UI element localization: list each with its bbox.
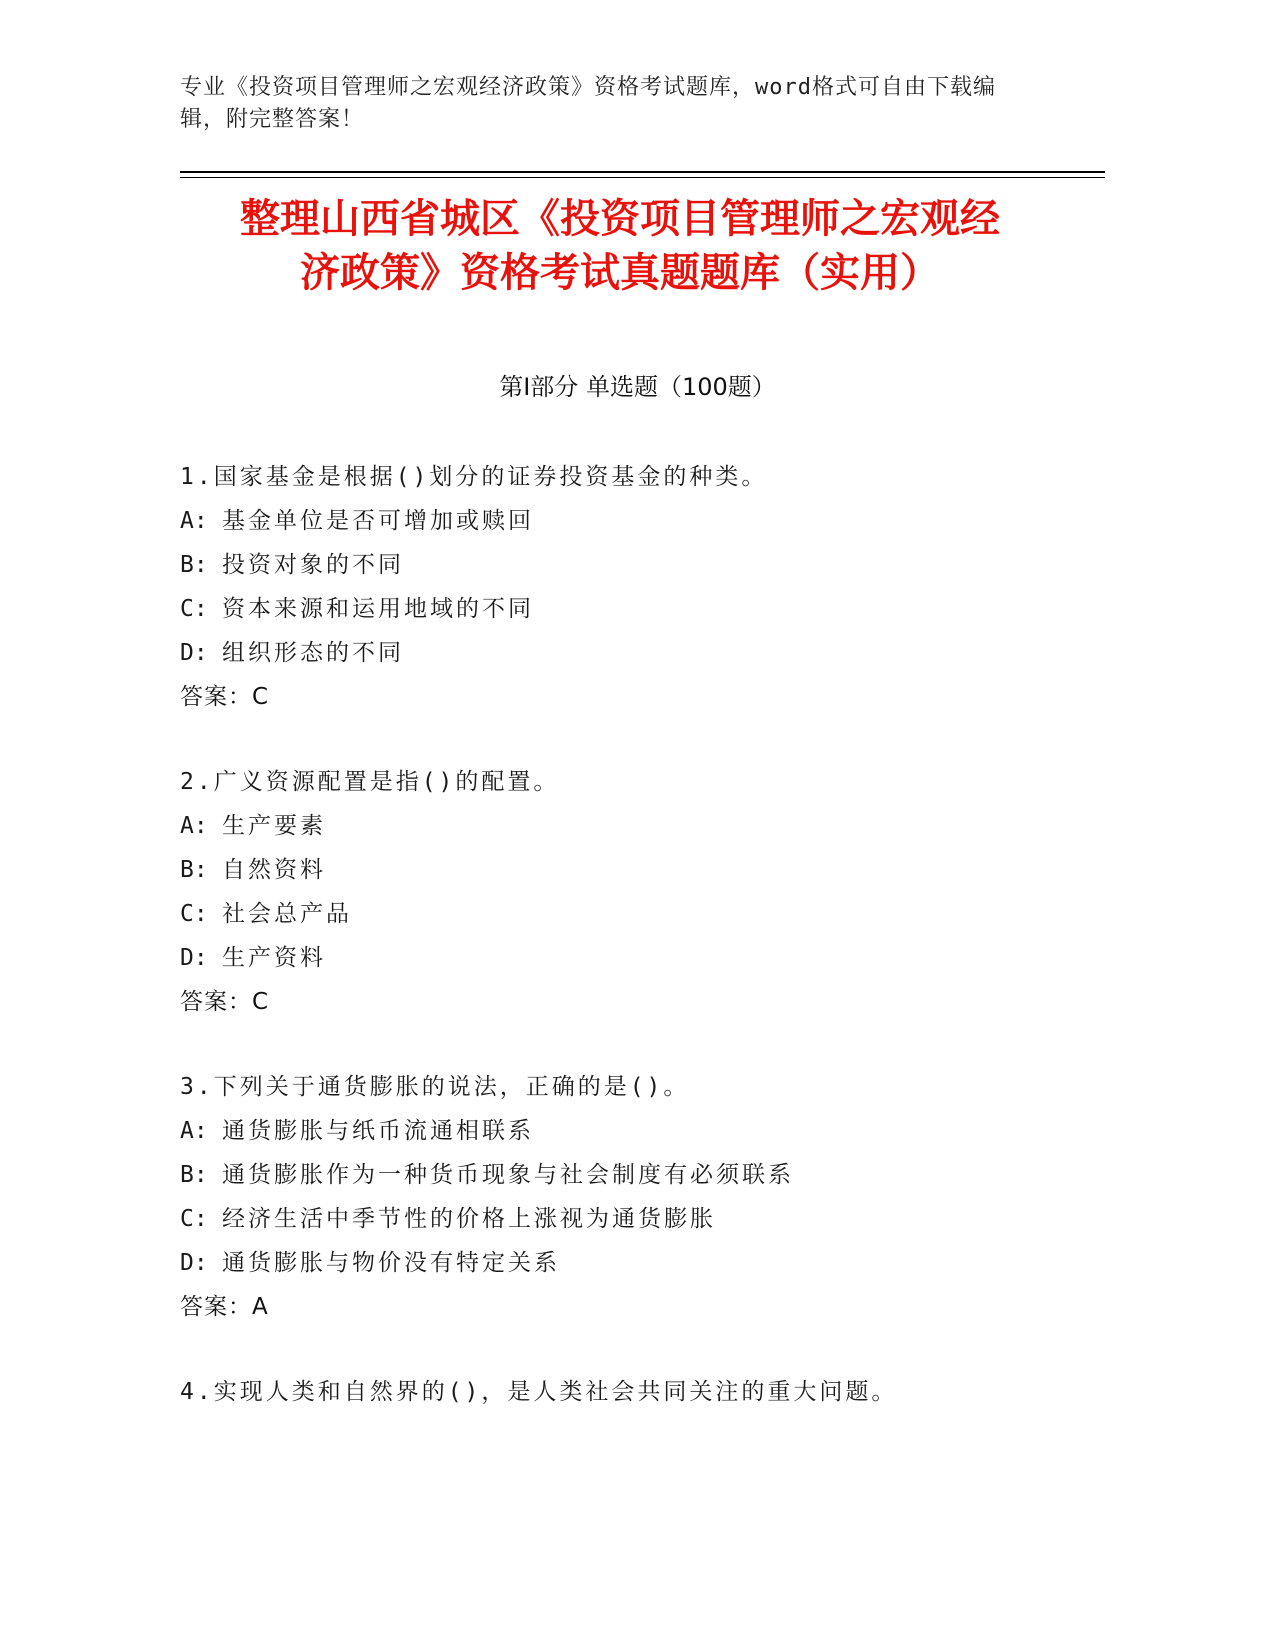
title-line-1: 整理山西省城区《投资项目管理师之宏观经 bbox=[240, 196, 1000, 242]
option-text: 通货膨胀与物价没有特定关系 bbox=[222, 1250, 560, 1276]
option-a bbox=[180, 1109, 1100, 1153]
question-stem: 3.下列关于通货膨胀的说法，正确的是()。 bbox=[180, 1074, 690, 1100]
option-text: 基金单位是否可增加或赎回 bbox=[222, 508, 534, 534]
option-c bbox=[180, 587, 1100, 631]
option-d bbox=[180, 1241, 1100, 1285]
option-b bbox=[180, 1153, 1100, 1197]
option-prefix: D: bbox=[180, 640, 208, 666]
question-stem: 4.实现人类和自然界的()，是人类社会共同关注的重大问题。 bbox=[180, 1379, 898, 1405]
header-rule-thin bbox=[180, 177, 1105, 178]
title-line-2: 济政策》资格考试真题题库（实用） bbox=[300, 250, 940, 296]
option-d bbox=[180, 631, 1100, 675]
option-b bbox=[180, 848, 1100, 892]
option-text: 组织形态的不同 bbox=[222, 640, 404, 666]
answer-line: 答案：A bbox=[180, 1294, 269, 1320]
option-prefix: A: bbox=[180, 813, 208, 839]
option-prefix: C: bbox=[180, 1206, 208, 1232]
option-d bbox=[180, 936, 1100, 980]
option-a bbox=[180, 804, 1100, 848]
option-text: 经济生活中季节性的价格上涨视为通货膨胀 bbox=[222, 1206, 716, 1232]
option-text: 通货膨胀作为一种货币现象与社会制度有必须联系 bbox=[222, 1162, 794, 1188]
option-a bbox=[180, 499, 1100, 543]
option-prefix: C: bbox=[180, 901, 208, 927]
question-list bbox=[180, 455, 1100, 1455]
option-text: 自然资料 bbox=[222, 857, 326, 883]
answer-line: 答案：C bbox=[180, 989, 270, 1015]
question-3 bbox=[180, 1065, 1100, 1329]
option-c bbox=[180, 892, 1100, 936]
question-stem: 1.国家基金是根据()划分的证券投资基金的种类。 bbox=[180, 464, 768, 490]
option-prefix: C: bbox=[180, 596, 208, 622]
section-title: 第Ⅰ部分 单选题（100题） bbox=[499, 373, 776, 401]
question-stem: 2.广义资源配置是指()的配置。 bbox=[180, 769, 560, 795]
option-prefix: A: bbox=[180, 1118, 208, 1144]
question-2 bbox=[180, 760, 1100, 1024]
document-title bbox=[180, 192, 1060, 300]
header-rule-thick bbox=[180, 171, 1105, 173]
option-text: 投资对象的不同 bbox=[222, 552, 404, 578]
option-text: 社会总产品 bbox=[222, 901, 352, 927]
option-prefix: B: bbox=[180, 552, 208, 578]
option-text: 资本来源和运用地域的不同 bbox=[222, 596, 534, 622]
option-c bbox=[180, 1197, 1100, 1241]
answer-line: 答案：C bbox=[180, 684, 270, 710]
header-note: 专业《投资项目管理师之宏观经济政策》资格考试题库，word格式可自由下载编辑，附完整答案！ bbox=[180, 75, 996, 132]
option-text: 通货膨胀与纸币流通相联系 bbox=[222, 1118, 534, 1144]
option-prefix: B: bbox=[180, 857, 208, 883]
option-text: 生产要素 bbox=[222, 813, 326, 839]
option-prefix: A: bbox=[180, 508, 208, 534]
option-prefix: D: bbox=[180, 1250, 208, 1276]
option-prefix: D: bbox=[180, 945, 208, 971]
option-b bbox=[180, 543, 1100, 587]
question-4 bbox=[180, 1370, 1100, 1414]
option-text: 生产资料 bbox=[222, 945, 326, 971]
option-prefix: B: bbox=[180, 1162, 208, 1188]
question-1 bbox=[180, 455, 1100, 719]
